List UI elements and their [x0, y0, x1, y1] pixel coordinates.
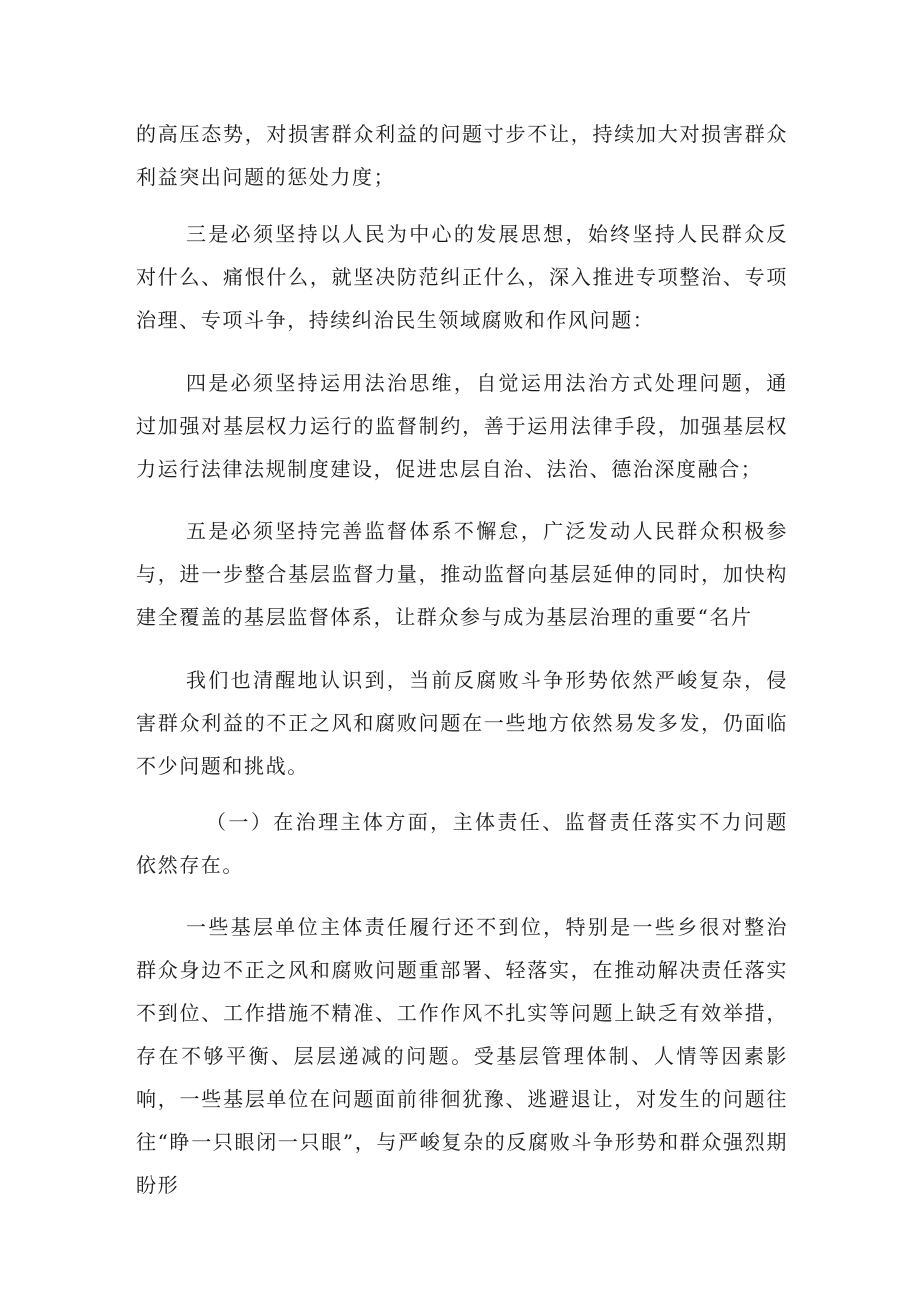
paragraph-continuation: 的高压态势，对损害群众利益的问题寸步不让，持续加大对损害群众利益突出问题的惩处力度；	[136, 122, 788, 189]
paragraph-challenges-intro: 我们也清醒地认识到，当前反腐败斗争形势依然严峻复杂，侵害群众利益的不正之风和腐败问题在一些地方依然易发多发，仍面临不少问题和挑战。	[136, 668, 788, 778]
paragraph-point-four: 四是必须坚持运用法治思维，自觉运用法治方式处理问题，通过加强对基层权力运行的监督制约，善于运用法律手段，加强基层权力运行法律法规制度建设，促进忠层自治、法治、德治深度融合；	[136, 371, 788, 481]
paragraph-point-five: 五是必须坚持完善监督体系不懈怠，广泛发动人民群众积极参与，进一步整合基层监督力量，推动监督向基层延伸的同时，加快构建全覆盖的基层监督体系，让群众参与成为基层治理的重要“名片	[136, 519, 788, 629]
paragraph-point-three: 三是必须坚持以人民为中心的发展思想，始终坚持人民群众反对什么、痛恨什么，就坚决防范纠正什么，深入推进专项整治、专项治理、专项斗争，持续纠治民生领域腐败和作风问题：	[136, 222, 788, 332]
paragraph-responsibility-issues: 一些基层单位主体责任履行还不到位，特别是一些乡很对整治群众身边不正之风和腐败问题重部署、轻落实，在推动解决责任落实不到位、工作措施不精准、工作作风不扎实等问题上缺乏有效举措，存在不够平衡、层层递减的问题。受基层管理体制、人情等因素影响，一些基层单位在问题面前徘徊犹豫、逃避退让，对发生的问题往往“睁一只眼闭一只眼”，与严峻复杂的反腐败斗争形势和群众强烈期盼形	[136, 915, 788, 1197]
section-heading-governance-subject: （一）在治理主体方面，主体责任、监督责任落实不力问题依然存在。	[136, 810, 788, 877]
